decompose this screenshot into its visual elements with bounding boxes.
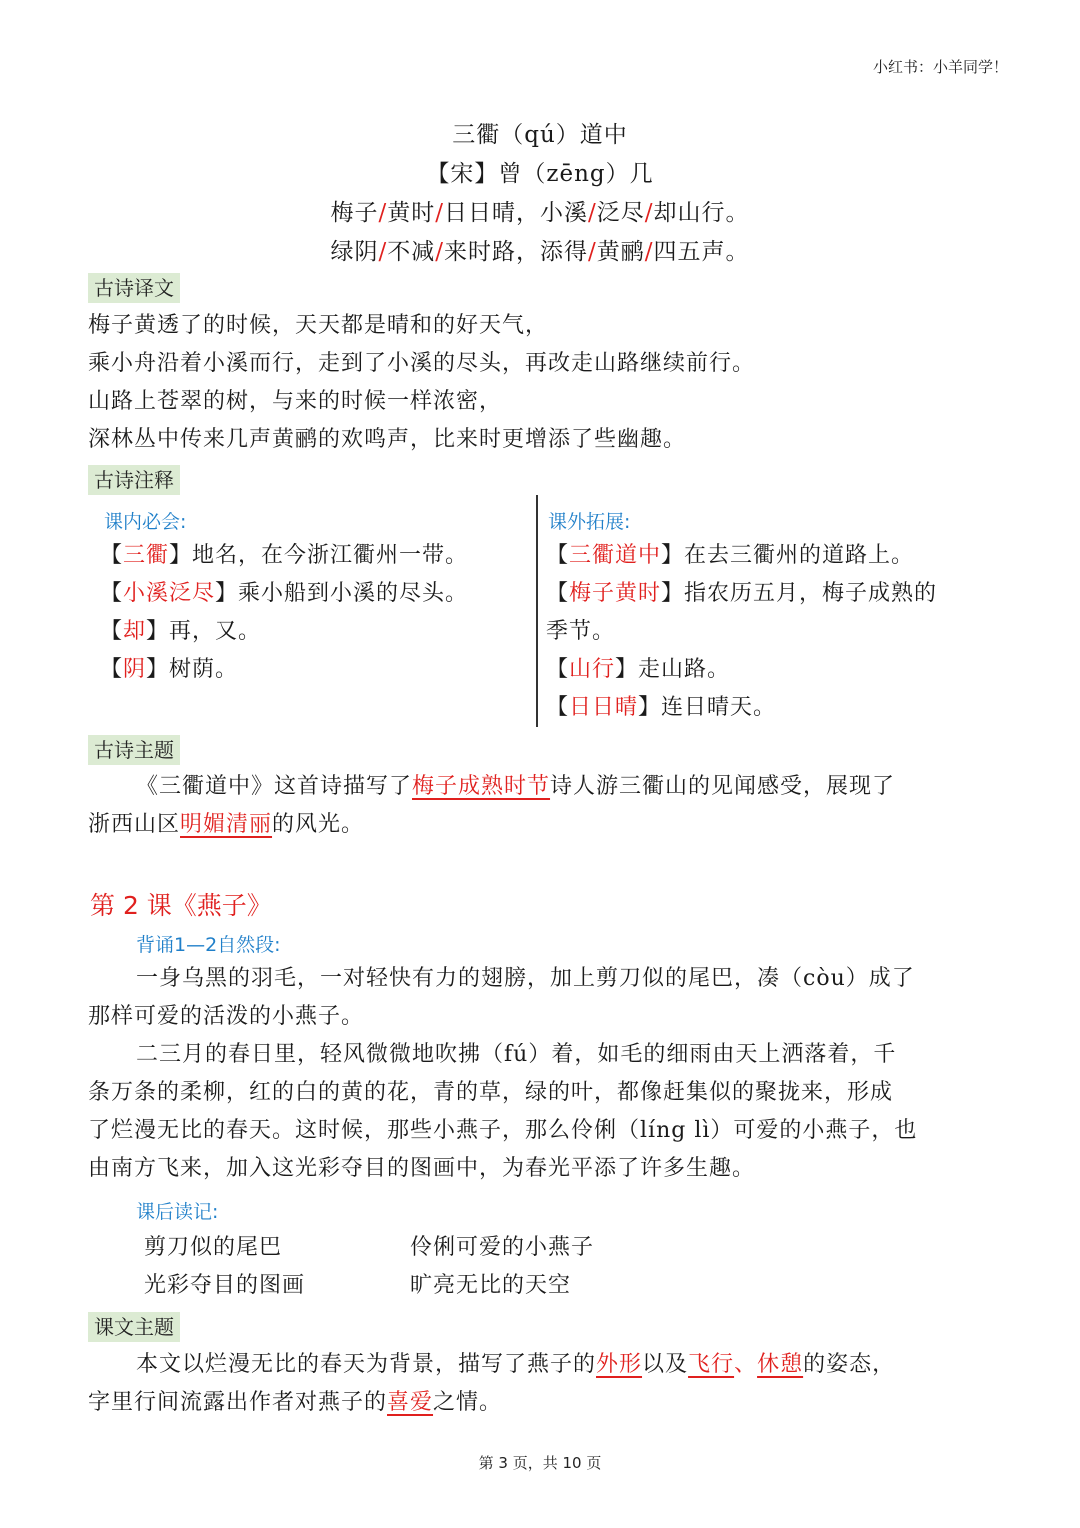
header-note: 小红书：小羊同学！ [872,58,1008,76]
recite-text: 一身乌黑的羽毛，一对轻快有力的翅膀，加上剪刀似的尾巴，凑（còu）成了 那样可爱的活泼的小燕子。 二三月的春日里，轻风微微地吹拂（fú）着，如毛的细雨由天上洒落着，千 条万条的柔柳，红的白的黄的花，青的草，绿的叶，都像赶集似的聚拢来，形成 了烂漫无比的春天。这时候，那些小燕子，那么伶俐（líng lì）可爱的小燕子，也 由南方飞来，加入这光彩夺目的图画中，为春光平添了许多生趣。 [88,966,918,1181]
list-item: 【阴】树荫。 [100,657,239,682]
lesson-title: 第 2 课《燕子》 [90,891,272,920]
highlight: 飞行 [688,1352,735,1377]
poem-line-2: 绿阴/不减/来时路，添得/黄鹂/四五声。 [330,239,750,265]
notes-tag: 古诗注释 [88,465,180,495]
notes-divider [536,495,538,727]
highlight: 喜爱 [387,1390,434,1415]
list-item: 【却】再，又。 [100,619,262,644]
translation-tag: 古诗译文 [88,273,180,303]
poem-title: 三衢（qú）道中 [452,122,628,148]
highlight: 休憩 [757,1352,804,1377]
notes-left-list [100,537,530,689]
notes-right-heading: 课外拓展: [548,511,631,533]
page-number: 第 3 页，共 10 页 [478,1454,602,1472]
theme-text: 《三衢道中》这首诗描写了梅子成熟时节诗人游三衢山的见闻感受，展现了 浙西山区明媚清丽的风光。 [88,774,896,837]
notes-right-list [546,537,996,727]
lesson-theme-tag: 课文主题 [88,1312,180,1342]
notes-left-heading: 课内必会: [104,511,187,533]
list-item: 【梅子黄时】指农历五月，梅子成熟的 [546,581,938,606]
poem-author: 【宋】曾（zēng）几 [426,161,654,187]
poem-line-1: 梅子/黄时/日日晴，小溪/泛尽/却山行。 [330,200,750,226]
phrase-item: 旷亮无比的天空 [410,1273,572,1298]
list-item: 【日日晴】连日晴天。 [546,695,777,720]
read-heading: 课后读记: [136,1201,219,1223]
highlight: 明媚清丽 [180,812,273,837]
list-item: 【三衢】地名，在今浙江衢州一带。 [100,543,469,568]
list-item-continued: 季节。 [546,619,616,644]
highlight: 外形 [596,1352,643,1377]
list-item: 【小溪泛尽】乘小船到小溪的尽头。 [100,581,469,606]
theme-tag: 古诗主题 [88,735,180,765]
phrase-item: 伶俐可爱的小燕子 [410,1235,595,1260]
list-item: 【三衢道中】在去三衢州的道路上。 [546,543,915,568]
list-item: 【山行】走山路。 [546,657,731,682]
recite-heading: 背诵1—2自然段: [136,934,281,956]
highlight: 梅子成熟时节 [412,774,551,799]
lesson-theme-text: 本文以烂漫无比的春天为背景，描写了燕子的外形以及飞行、休憩的姿态， 字里行间流露出作者对燕子的喜爱之情。 [88,1352,896,1415]
translation-text: 梅子黄透了的时候，天天都是晴和的好天气， 乘小舟沿着小溪而行，走到了小溪的尽头，再改走山路继续前行。 山路上苍翠的树，与来的时候一样浓密， 深林丛中传来几声黄鹂的欢鸣声，比来时更增添了些幽趣。 [88,313,756,452]
phrase-item: 光彩夺目的图画 [144,1273,306,1298]
phrase-item: 剪刀似的尾巴 [144,1235,283,1260]
